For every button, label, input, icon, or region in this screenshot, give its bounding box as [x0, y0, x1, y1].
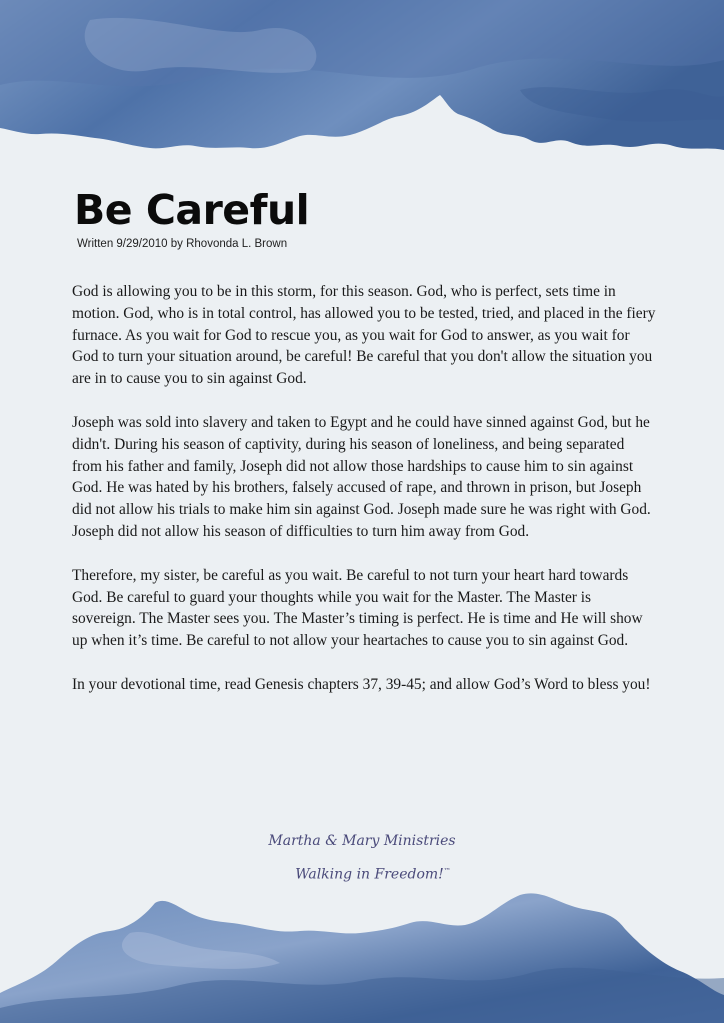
- document-body: [72, 281, 657, 718]
- ministry-signature: [0, 826, 724, 890]
- paragraph: Joseph was sold into slavery and taken to Egypt and he could have sinned against God, but he didn't. During his season of captivity, during his season of loneliness, and being separated from his father and family, Joseph did not allow those hardships to cause him to sin against God. He was hated by his brothers, falsely accused of rape, and thrown in prison, but Joseph did not allow his trials to make him sin against God. Joseph made sure he was right with God. Joseph did not allow his season of difficulties to turn him away from God.: [72, 413, 651, 540]
- signature-line-tagline: [0, 856, 724, 890]
- signature-line-ministry: Martha & Mary Ministries: [268, 833, 456, 849]
- document-title: Be Careful: [74, 186, 310, 234]
- trademark-symbol: ™: [443, 867, 451, 875]
- tagline-text: Walking in Freedom!: [295, 866, 444, 883]
- paragraph: Therefore, my sister, be careful as you wait. Be careful to not turn your heart hard towards God. Be careful to guard your thoughts while you wait for the Master. The Master is sovereign. The Master sees you. The Master’s timing is perfect. He is time and He will show up when it’s time. Be careful to not allow your heartaches to cause you to sin against God.: [72, 566, 643, 650]
- paragraph: In your devotional time, read Genesis chapters 37, 39-45; and allow God’s Word to bless you!: [72, 675, 651, 693]
- paragraph: God is allowing you to be in this storm, for this season. God, who is perfect, sets time in motion. God, who is in total control, has allowed you to be tested, tried, and placed in the fiery furnace. As you wait for God to rescue you, as you wait for God to answer, as you wait for God to turn your situation around, be careful! Be careful that you don't allow the situation you are in to cause you to sin against God.: [72, 283, 656, 388]
- watercolor-header-decoration: [0, 0, 724, 170]
- watercolor-footer-decoration: [0, 873, 724, 1023]
- author-byline: Written 9/29/2010 by Rhovonda L. Brown: [77, 238, 288, 250]
